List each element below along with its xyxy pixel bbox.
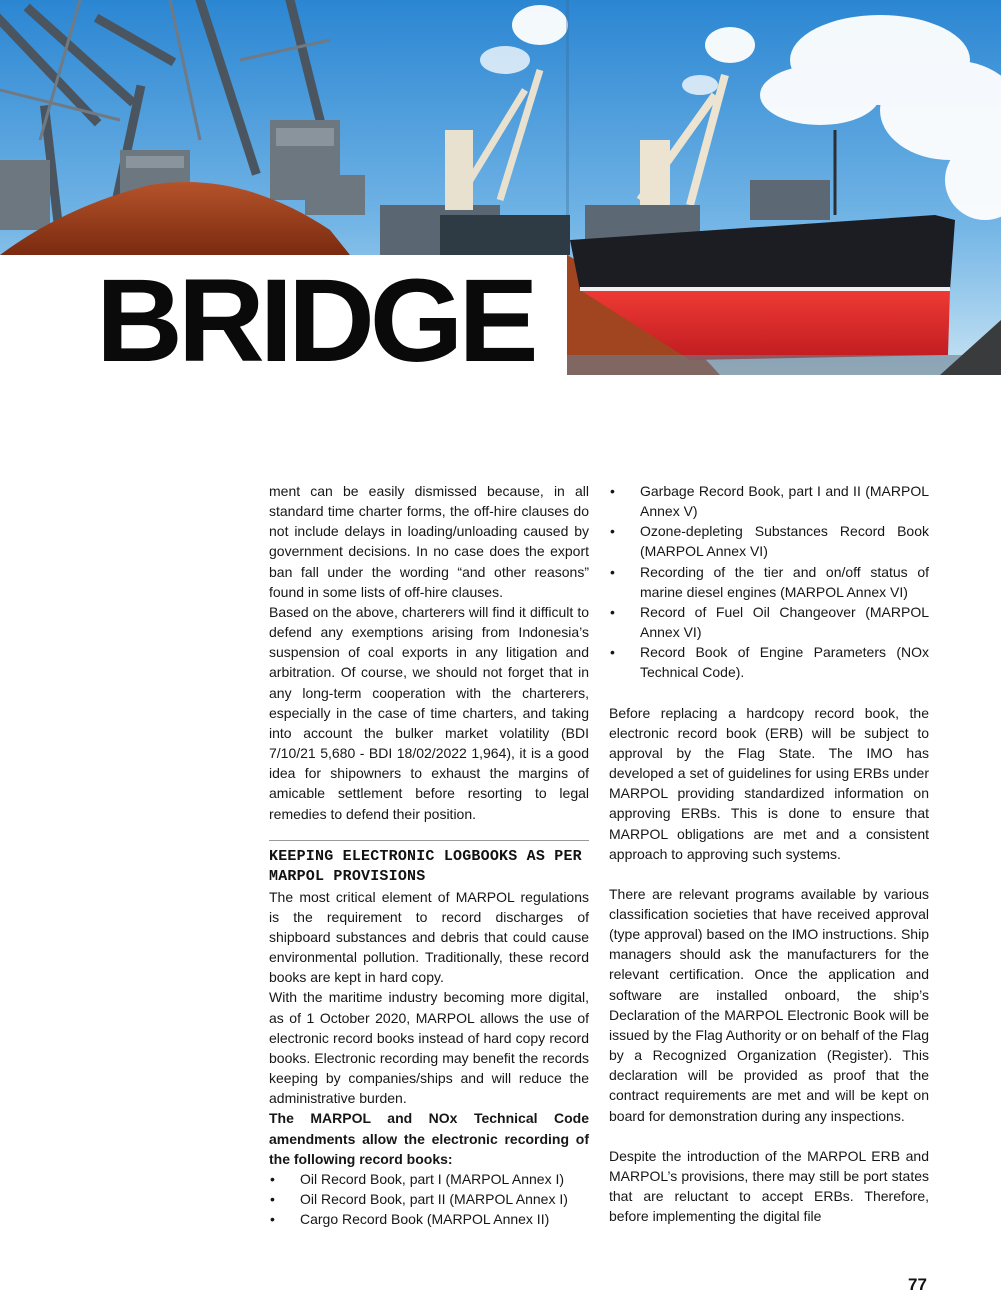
body-paragraph: The most critical element of MARPOL regulations is the requirement to record discharges of shipboard substances and debris that could cause environmental pollution. Traditionally, these record books are kept in hard copy. xyxy=(269,888,589,986)
record-book-list xyxy=(269,1169,589,1229)
body-paragraph: Despite the introduction of the MARPOL ERB and MARPOL’s provisions, there may still be port states that are reluctant to accept ERBs. Therefore, before implementing the digital file xyxy=(609,1147,929,1225)
list-item: • Ozone-depleting Substances Record Book (MARPOL Annex VI) xyxy=(609,521,929,561)
list-item: • Cargo Record Book (MARPOL Annex II) xyxy=(269,1209,589,1229)
body-paragraph: There are relevant programs available by various classification societies that have received approval (type approval) based on the IMO instructions. Ship managers should ask the manufacturers for the relevant certification. Once the application and software are installed onboard, the ship’s Declaration of the MARPOL Electronic Book will be issued by the Flag Authority or on behalf of the Flag by a Recognized Organization (Register). This declaration will be provided as proof that the contract requirements are met and will be kept on board for demonstration during any inspections. xyxy=(609,885,929,1124)
section-title: BRIDGE xyxy=(96,255,534,387)
body-paragraph: Based on the above, charterers will find it difficult to defend any exemptions arising from Indonesia’s suspension of coal exports in any litigation and arbitration. Of course, we should not forget that in any long-term cooperation with the charterers, especially in the case of time charters, and taking into account the bulker market volatility (BDI 7/10/21 5,680 - BDI 18/02/2022 1,964), it is a good idea for shipowners to exhaust the margins of amicable settlement before resorting to legal remedies to defend their position. xyxy=(269,603,589,822)
list-item: • Recording of the tier and on/off status of marine diesel engines (MARPOL Annex VI) xyxy=(609,562,929,602)
bold-lead-paragraph: The MARPOL and NOx Technical Code amendments allow the electronic recording of the following record books: xyxy=(269,1110,589,1167)
list-item: • Oil Record Book, part I (MARPOL Annex I) xyxy=(269,1169,589,1189)
list-item: • Record Book of Engine Parameters (NOx Technical Code). xyxy=(609,642,929,682)
section-divider xyxy=(269,840,589,841)
page-number: 77 xyxy=(908,1275,927,1291)
record-book-list-continued xyxy=(609,481,929,683)
list-item: • Oil Record Book, part II (MARPOL Annex I) xyxy=(269,1189,589,1209)
body-paragraph: Before replacing a hardcopy record book, the electronic record book (ERB) will be subject to approval by the Flag State. The IMO has developed a set of guidelines for using ERBs under MARPOL providing standardized information on approving ERBs. This is done to ensure that MARPOL obligations are met and a consistent approach to approving such systems. xyxy=(609,704,929,862)
body-paragraph: ment can be easily dismissed because, in all standard time charter forms, the off-hire clauses do not include delays in loading/unloading caused by government decisions. In no case does the export ban fall under the wording “and other reasons” found in some lists of off-hire clauses. xyxy=(269,483,589,600)
list-item: • Record of Fuel Oil Changeover (MARPOL Annex VI) xyxy=(609,602,929,642)
right-column xyxy=(609,481,929,1226)
left-column xyxy=(269,481,589,1229)
section-heading: KEEPING ELECTRONIC LOGBOOKS AS PER MARPOL PROVISIONS xyxy=(269,847,582,885)
list-item: • Garbage Record Book, part I and II (MARPOL Annex V) xyxy=(609,481,929,521)
body-paragraph: With the maritime industry becoming more digital, as of 1 October 2020, MARPOL allows the use of electronic record books instead of hard copy record books. Electronic recording may benefit the records keeping by companies/ships and will reduce the administrative burden. xyxy=(269,989,589,1107)
